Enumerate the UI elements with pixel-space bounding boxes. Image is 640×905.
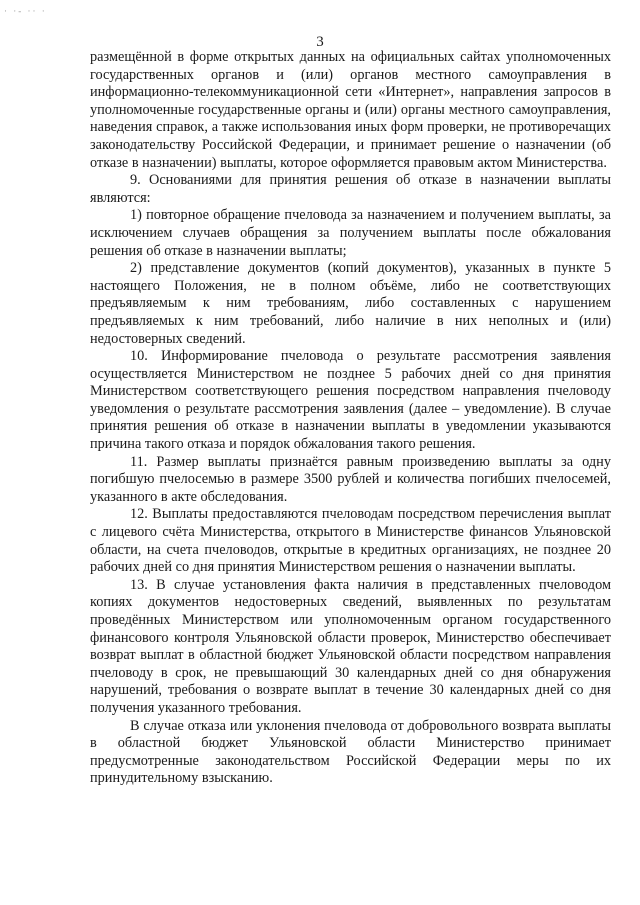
paragraph-item-9-1: 1) повторное обращение пчеловода за назначением и получением выплаты, за исключением случаев обращения за получением выплаты после обжалования решения об отказе в назначении выплаты; <box>90 207 611 259</box>
paragraph-item-9-2: 2) представление документов (копий документов), указанных в пункте 5 настоящего Положения, не в полном объёме, либо не соответствующих предъявляемым к ним требованиям, либо составленных с нарушением предъявляемых к ним требований, либо наличие в них неполных и (или) недостоверных сведений. <box>90 260 611 347</box>
paragraph-item-9: 9. Основаниями для принятия решения об отказе в назначении выплаты являются: <box>90 172 611 206</box>
paragraph-continuation: размещённой в форме открытых данных на официальных сайтах уполномоченных государственных органов и (или) органов местного самоуправления в информационно-телекоммуникационной сети «Интернет», направления запросов в уполномоченные государственные органы и (или) органы местного самоуправления, наведения справок, а также использования иных форм проверки, не противоречащих законодательству Российской Федерации, и принимает решение о назначении (об отказе в назначении) выплаты, которое оформляется правовым актом Министерства. <box>90 49 611 171</box>
scan-corner-mark: · ·- ·· · <box>4 6 47 16</box>
paragraph-item-11: 11. Размер выплаты признаётся равным произведению выплаты за одну погибшую пчелосемью в размере 3500 рублей и количества погибших пчелосемей, указанного в акте обследования. <box>90 453 611 505</box>
document-body <box>90 49 611 788</box>
paragraph-item-12: 12. Выплаты предоставляются пчеловодам посредством перечисления выплат с лицевого счёта Министерства, открытого в Министерстве финансов Ульяновской области, на счета пчеловодов, открытые в кредитных организациях, не позднее 20 рабочих дней со дня принятия Министерством решения о назначении выплаты. <box>90 506 611 576</box>
paragraph-item-10: 10. Информирование пчеловода о результате рассмотрения заявления осуществляется Министерством не позднее 5 рабочих дней со дня принятия Министерством соответствующего решения посредством направления пчеловоду уведомления о результате рассмотрения заявления (далее – уведомление). В случае принятия решения об отказе в назначении выплаты в уведомлении указываются причина такого отказа и порядок обжалования такого решения. <box>90 348 611 453</box>
paragraph-item-13-refusal: В случае отказа или уклонения пчеловода от добровольного возврата выплаты в областной бюджет Ульяновской области Министерство принимает предусмотренные законодательством Российской Федерации меры по их принудительному взысканию. <box>90 717 611 787</box>
page-number: 3 <box>316 34 324 50</box>
paragraph-item-13: 13. В случае установления факта наличия в представленных пчеловодом копиях документов недостоверных сведений, выявленных по результатам проведённых Министерством или уполномоченным органом государственного финансового контроля Ульяновской области проверок, Министерство обеспечивает возврат выплат в областной бюджет Ульяновской области посредством направления пчеловоду в срок, не превышающий 30 календарных дней со дня обнаружения нарушений, требования о возврате выплат в течение 30 календарных дней со дня получения указанного требования. <box>90 576 611 716</box>
